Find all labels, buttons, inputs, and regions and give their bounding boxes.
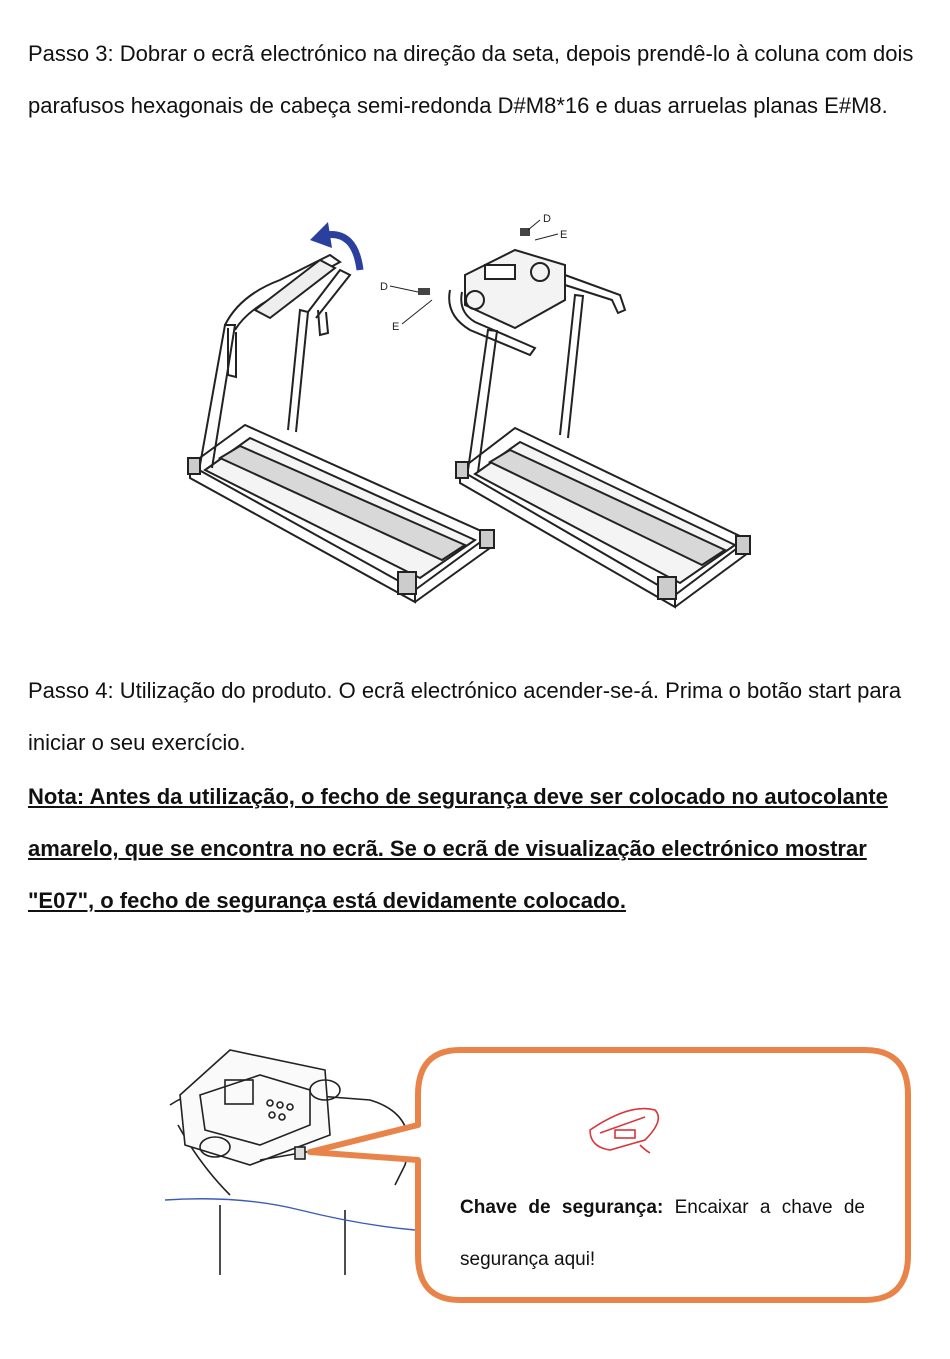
step3-paragraph: Passo 3: Dobrar o ecrã electrónico na direção da seta, depois prendê-lo à coluna com dois parafusos hexagonais de cabeça semi-redonda D#M8*16 e duas arruelas planas E#M8.: [28, 41, 914, 118]
callout-text: Encaixar a chave de segurança aqui!: [460, 1197, 865, 1270]
safety-note: Nota: Antes da utilização, o fecho de segurança deve ser colocado no autocolante amarelo, que se encontra no ecrã. Se o ecrã de visualização electrónico mostrar "E07", o fecho de segurança está devidamente colocado.: [28, 784, 888, 913]
label-e-left: E: [392, 321, 400, 333]
step4-paragraph: Passo 4: Utilização do produto. O ecrã electrónico acender-se-á. Prima o botão start para iniciar o seu exercício.: [28, 678, 902, 755]
label-d-right: D: [543, 213, 551, 225]
treadmill-folding-illustration: [170, 200, 770, 620]
safety-key-callout: [460, 1182, 865, 1286]
label-d-left: D: [380, 281, 388, 293]
label-e-right: E: [560, 229, 568, 241]
callout-title: Chave de segurança:: [460, 1197, 664, 1218]
